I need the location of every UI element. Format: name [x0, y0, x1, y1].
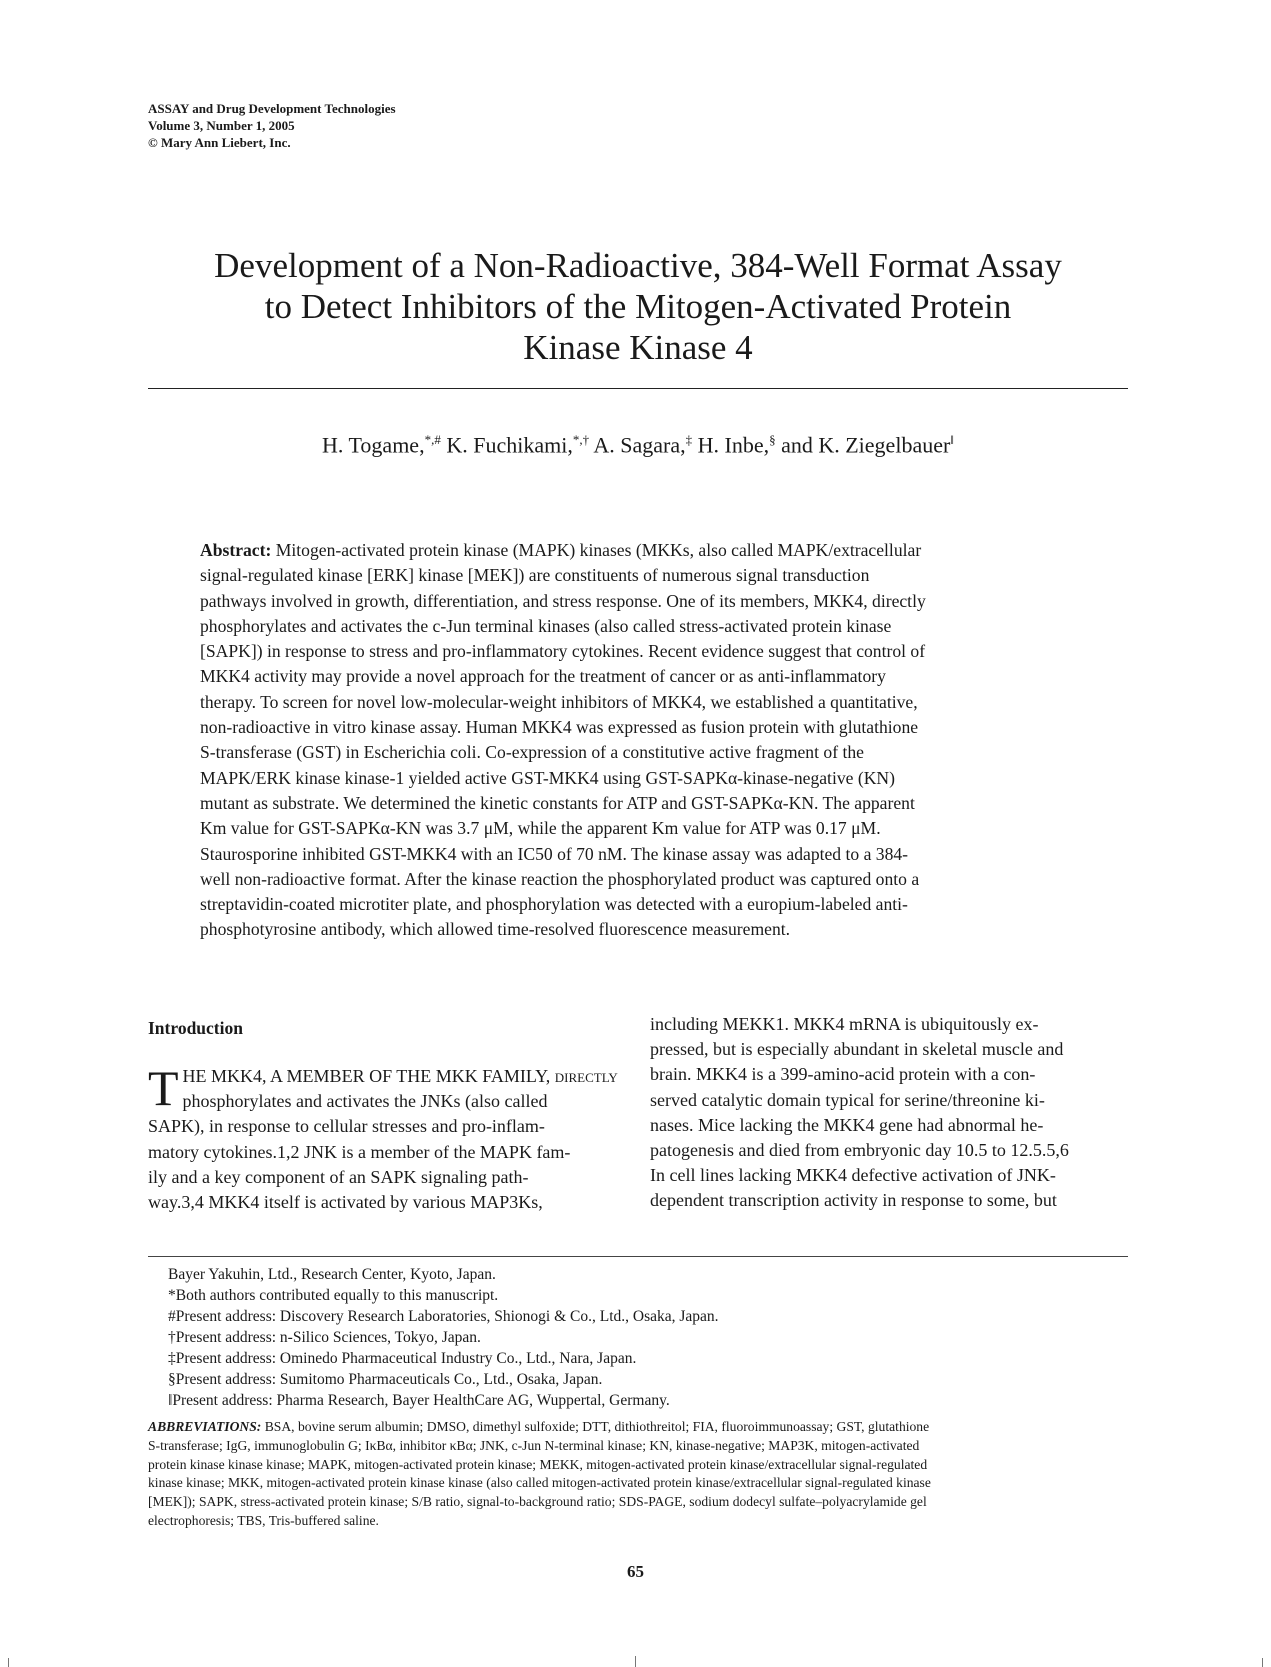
footnote: ‡Present address: Ominedo Pharmaceutical Industry Co., Ltd., Nara, Japan. [168, 1350, 637, 1367]
author-1-affil: *,# [424, 432, 441, 447]
author-2: K. Fuchikami, [440, 432, 573, 458]
title-line-2: to Detect Inhibitors of the Mitogen-Activated Protein [264, 287, 1012, 326]
abstract-line: non-radioactive in vitro kinase assay. Human MKK4 was expressed as fusion protein with glutathione [200, 717, 919, 738]
footnote: *Both authors contributed equally to this manuscript. [168, 1287, 499, 1304]
title-divider [148, 388, 1128, 389]
intro-line: way.3,4 MKK4 itself is activated by various MAP3Ks, [148, 1192, 543, 1213]
footnote: #Present address: Discovery Research Laboratories, Shionogi & Co., Ltd., Osaka, Japan. [168, 1308, 719, 1325]
abstract-line: mutant as substrate. We determined the kinetic constants for ATP and GST-SAPKα-KN. The apparent [200, 792, 915, 813]
abstract-line: phosphotyrosine antibody, which allowed time-resolved fluorescence measurement. [200, 919, 791, 940]
abstract [200, 538, 1078, 943]
intro-line: HE MKK4, A MEMBER OF THE MKK FAMILY, directly [182, 1066, 618, 1086]
author-3-affil: ‡ [685, 432, 693, 447]
abbreviations-line [148, 1418, 1128, 1437]
abbreviations-text: BSA, bovine serum albumin; DMSO, dimethyl sulfoxide; DTT, dithiothreitol; FIA, fluoroimmunoassay; GST, glutathione [264, 1419, 930, 1434]
crop-mark [635, 1656, 636, 1667]
footnote-divider [148, 1256, 1128, 1257]
intro-right-column [650, 1012, 1122, 1214]
author-1: H. Togame, [322, 432, 425, 458]
author-4: H. Inbe, [692, 432, 770, 458]
intro-line: ily and a key component of an SAPK signaling path- [148, 1166, 529, 1187]
abstract-line: Km value for GST-SAPKα-KN was 3.7 μM, while the apparent Km value for ATP was 0.17 μM. [200, 818, 881, 839]
abstract-text: Mitogen-activated protein kinase (MAPK) kinases (MKKs, also called MAPK/extracellular [275, 540, 922, 560]
abstract-line: [SAPK]) in response to stress and pro-inflammatory cytokines. Recent evidence suggest that control of [200, 641, 926, 662]
intro-line: nases. Mice lacking the MKK4 gene had abnormal he- [650, 1114, 1044, 1135]
intro-line: phosphorylates and activates the JNKs (also called [182, 1091, 548, 1112]
abstract-line: well non-radioactive format. After the kinase reaction the phosphorylated product was captured onto a [200, 868, 920, 889]
abbreviations-line: protein kinase kinase kinase; MAPK, mitogen-activated protein kinase; MEKK, mitogen-activated protein kinase/extracellular signal-regulated [148, 1456, 928, 1472]
abbreviations-label: ABBREVIATIONS: [148, 1419, 262, 1434]
intro-line: SAPK), in response to cellular stresses and pro-inflam- [148, 1116, 545, 1137]
abstract-line: therapy. To screen for novel low-molecular-weight inhibitors of MKK4, we established a quantitative, [200, 691, 918, 712]
journal-copyright: © Mary Ann Liebert, Inc. [148, 135, 291, 150]
abstract-line: pathways involved in growth, differentiation, and stress response. One of its members, MKK4, directly [200, 590, 926, 611]
abstract-line [200, 538, 1078, 563]
title-line-1: Development of a Non-Radioactive, 384-Well Format Assay [214, 246, 1062, 285]
abstract-line: streptavidin-coated microtiter plate, and phosphorylation was detected with a europium-labeled anti- [200, 894, 908, 915]
journal-volume: Volume 3, Number 1, 2005 [148, 118, 295, 133]
intro-line: patogenesis and died from embryonic day 10.5 to 12.5.5,6 [650, 1140, 1069, 1161]
intro-line: brain. MKK4 is a 399-amino-acid protein with a con- [650, 1064, 1036, 1085]
abstract-line: MKK4 activity may provide a novel approach for the treatment of cancer or as anti-inflammatory [200, 666, 886, 687]
title-line-3: Kinase Kinase 4 [523, 328, 753, 367]
footnote: §Present address: Sumitomo Pharmaceuticals Co., Ltd., Osaka, Japan. [168, 1371, 603, 1388]
page-number: 65 [627, 1562, 644, 1581]
drop-cap: T [148, 1060, 179, 1116]
author-4-affil: § [769, 432, 776, 447]
intro-line: served catalytic domain typical for serine/threonine ki- [650, 1089, 1045, 1110]
abbreviations-line: kinase kinase; MKK, mitogen-activated protein kinase kinase (also called mitogen-activated protein kinase/extracellular signal-regulated kinase [148, 1475, 931, 1491]
author-5-affil: ‖ [950, 432, 954, 447]
author-2-affil: *,† [572, 432, 590, 447]
abbreviations [148, 1418, 1128, 1531]
intro-line: In cell lines lacking MKK4 defective activation of JNK- [650, 1165, 1056, 1186]
abstract-line: Staurosporine inhibited GST-MKK4 with an IC50 of 70 nM. The kinase assay was adapted to a 384- [200, 843, 909, 864]
journal-header [148, 100, 396, 151]
author-5: and K. Ziegelbauer [775, 432, 951, 458]
abbreviations-line: electrophoresis; TBS, Tris-buffered saline. [148, 1512, 379, 1528]
intro-line: pressed, but is especially abundant in skeletal muscle and [650, 1039, 1064, 1060]
intro-line: matory cytokines.1,2 JNK is a member of the MAPK fam- [148, 1141, 571, 1162]
intro-line: dependent transcription activity in response to some, but [650, 1190, 1057, 1211]
article-title [148, 245, 1128, 368]
section-heading-introduction: Introduction [148, 1018, 243, 1038]
author-3: A. Sagara, [589, 432, 686, 458]
footnote-affiliation: Bayer Yakuhin, Ltd., Research Center, Kyoto, Japan. [168, 1266, 496, 1283]
intro-left-column [148, 1060, 620, 1215]
author-list [148, 432, 1128, 458]
footnote: †Present address: n-Silico Sciences, Tokyo, Japan. [168, 1329, 481, 1346]
abstract-line: signal-regulated kinase [ERK] kinase [MEK]) are constituents of numerous signal transduction [200, 565, 870, 586]
intro-line: including MEKK1. MKK4 mRNA is ubiquitously ex- [650, 1014, 1039, 1034]
abstract-line: MAPK/ERK kinase kinase-1 yielded active GST-MKK4 using GST-SAPKα-kinase-negative (KN) [200, 767, 895, 788]
crop-mark [1262, 1658, 1263, 1667]
abbreviations-line: [MEK]); SAPK, stress-activated protein kinase; S/B ratio, signal-to-background ratio; SDS-PAGE, sodium dodecyl sulfate–polyacrylamide gel [148, 1494, 927, 1510]
journal-name: ASSAY and Drug Development Technologies [148, 101, 396, 116]
crop-mark [8, 1658, 9, 1667]
footnotes [168, 1264, 719, 1411]
footnote: ‖Present address: Pharma Research, Bayer HealthCare AG, Wuppertal, Germany. [168, 1392, 670, 1409]
abbreviations-line: S-transferase; IgG, immunoglobulin G; IκBα, inhibitor κBα; JNK, c-Jun N-terminal kinase; KN, kinase-negative; MAP3K, mitogen-activated [148, 1437, 920, 1453]
abstract-label: Abstract: [200, 540, 272, 560]
abstract-line: phosphorylates and activates the c-Jun terminal kinases (also called stress-activated protein kinase [200, 615, 892, 636]
abstract-line: S-transferase (GST) in Escherichia coli. Co-expression of a constitutive active fragment of the [200, 742, 864, 763]
